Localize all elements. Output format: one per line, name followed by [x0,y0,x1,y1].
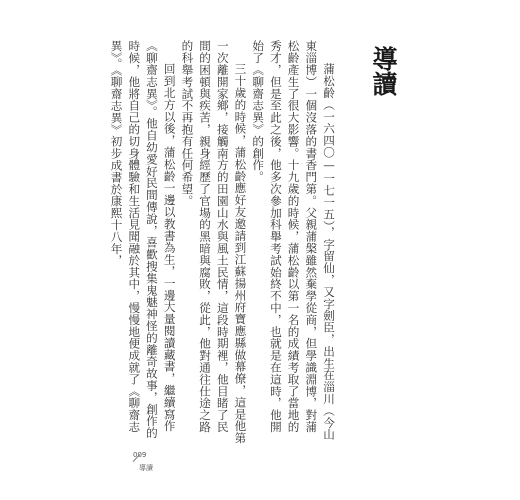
paragraph: 三十歲的時候，蒲松齡應好友邀請到江蘇揚州府寶應縣做幕僚，這是他第一次離開家鄉，接觸南方的田園山水與風土民情，這段時期裡，他目睹了民間的困頓與疾苦，親身經歷了官場的黑暗與腐敗，從此，他對通往仕途之路的科舉考試不再抱有任何希望。 [180,40,248,444]
page-number: 009 [133,451,147,459]
paragraph: 回到北方以後，蒲松齡一邊以教書為生，一邊大量閱讀藏書，繼續寫作《聊齋志異》。他自幼愛好民間傳說，喜歡搜集鬼魅神怪的離奇故事，創作的時候，他將自己的切身體驗和生活見聞融於其中，慢慢地便成就了《聊齋志異》。《聊齋志異》初步成書於康熙十八年， [109,40,177,439]
paragraph: 蒲松齡（一六四〇—一七一五），字留仙，又字劍臣，出生在淄川（今山東淄博）一個沒落的書香門第。父親蒲槃雖然棄學從商，但學識淵博，對蒲松齡產生了很大影響。十九歲的時候，蒲松齡以第一名的成績考取了當地的秀才，但是至此之後，他多次參加科舉考試始終不中，也就是在這時，他開始了《聊齋志異》的創作。 [251,40,336,441]
chapter-title: 導讀 [369,46,398,96]
body-text [109,40,337,444]
page-footer [133,451,173,472]
running-footer-label: 導讀 [139,464,153,472]
